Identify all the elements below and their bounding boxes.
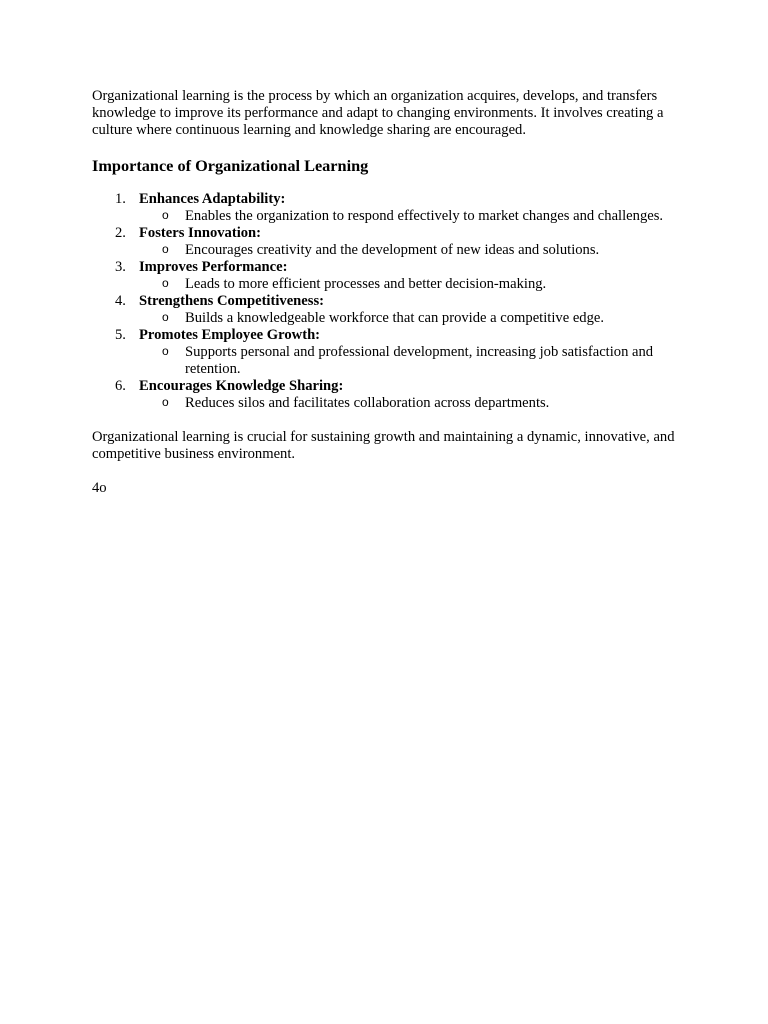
item-number: 2. — [115, 225, 126, 241]
sub-item — [92, 208, 682, 225]
sub-item — [92, 310, 682, 327]
sub-item — [92, 395, 682, 412]
list-item — [92, 259, 682, 293]
item-title: Strengthens Competitiveness: — [139, 293, 324, 309]
list-item — [92, 191, 682, 225]
item-title: Improves Performance: — [139, 259, 288, 275]
item-number: 6. — [115, 378, 126, 394]
list-item — [92, 225, 682, 259]
item-number: 5. — [115, 327, 126, 343]
item-title: Fosters Innovation: — [139, 225, 262, 241]
circle-bullet-icon: o — [162, 395, 169, 409]
item-detail: Encourages creativity and the development of new ideas and solutions. — [185, 242, 600, 258]
list-item — [92, 378, 682, 412]
item-detail: Enables the organization to respond effectively to market changes and challenges. — [185, 208, 664, 224]
sub-item — [92, 344, 682, 378]
sub-item — [92, 276, 682, 293]
document-page — [92, 88, 682, 497]
item-detail: Builds a knowledgeable workforce that can provide a competitive edge. — [185, 310, 605, 326]
list-item — [92, 327, 682, 378]
item-detail: Reduces silos and facilitates collaboration across departments. — [185, 395, 550, 411]
intro-paragraph: Organizational learning is the process by which an organization acquires, develops, and transfers knowledge to improve its performance and adapt to changing environments. It involves creating a culture where continuous learning and knowledge sharing are encouraged. — [92, 88, 664, 138]
section-heading: Importance of Organizational Learning — [92, 156, 369, 175]
item-number: 3. — [115, 259, 126, 275]
circle-bullet-icon: o — [162, 310, 169, 324]
circle-bullet-icon: o — [162, 344, 169, 358]
model-label: 4o — [92, 480, 107, 496]
list-item — [92, 293, 682, 327]
closing-paragraph: Organizational learning is crucial for sustaining growth and maintaining a dynamic, innovative, and competitive business environment. — [92, 429, 675, 462]
item-detail: Supports personal and professional development, increasing job satisfaction and retention. — [185, 344, 654, 377]
item-title: Encourages Knowledge Sharing: — [139, 378, 344, 394]
item-title: Promotes Employee Growth: — [139, 327, 321, 343]
item-detail: Leads to more efficient processes and better decision-making. — [185, 276, 547, 292]
importance-list — [92, 191, 682, 412]
sub-item — [92, 242, 682, 259]
circle-bullet-icon: o — [162, 276, 169, 290]
item-number: 1. — [115, 191, 126, 207]
item-number: 4. — [115, 293, 126, 309]
item-title: Enhances Adaptability: — [139, 191, 286, 207]
circle-bullet-icon: o — [162, 242, 169, 256]
circle-bullet-icon: o — [162, 208, 169, 222]
